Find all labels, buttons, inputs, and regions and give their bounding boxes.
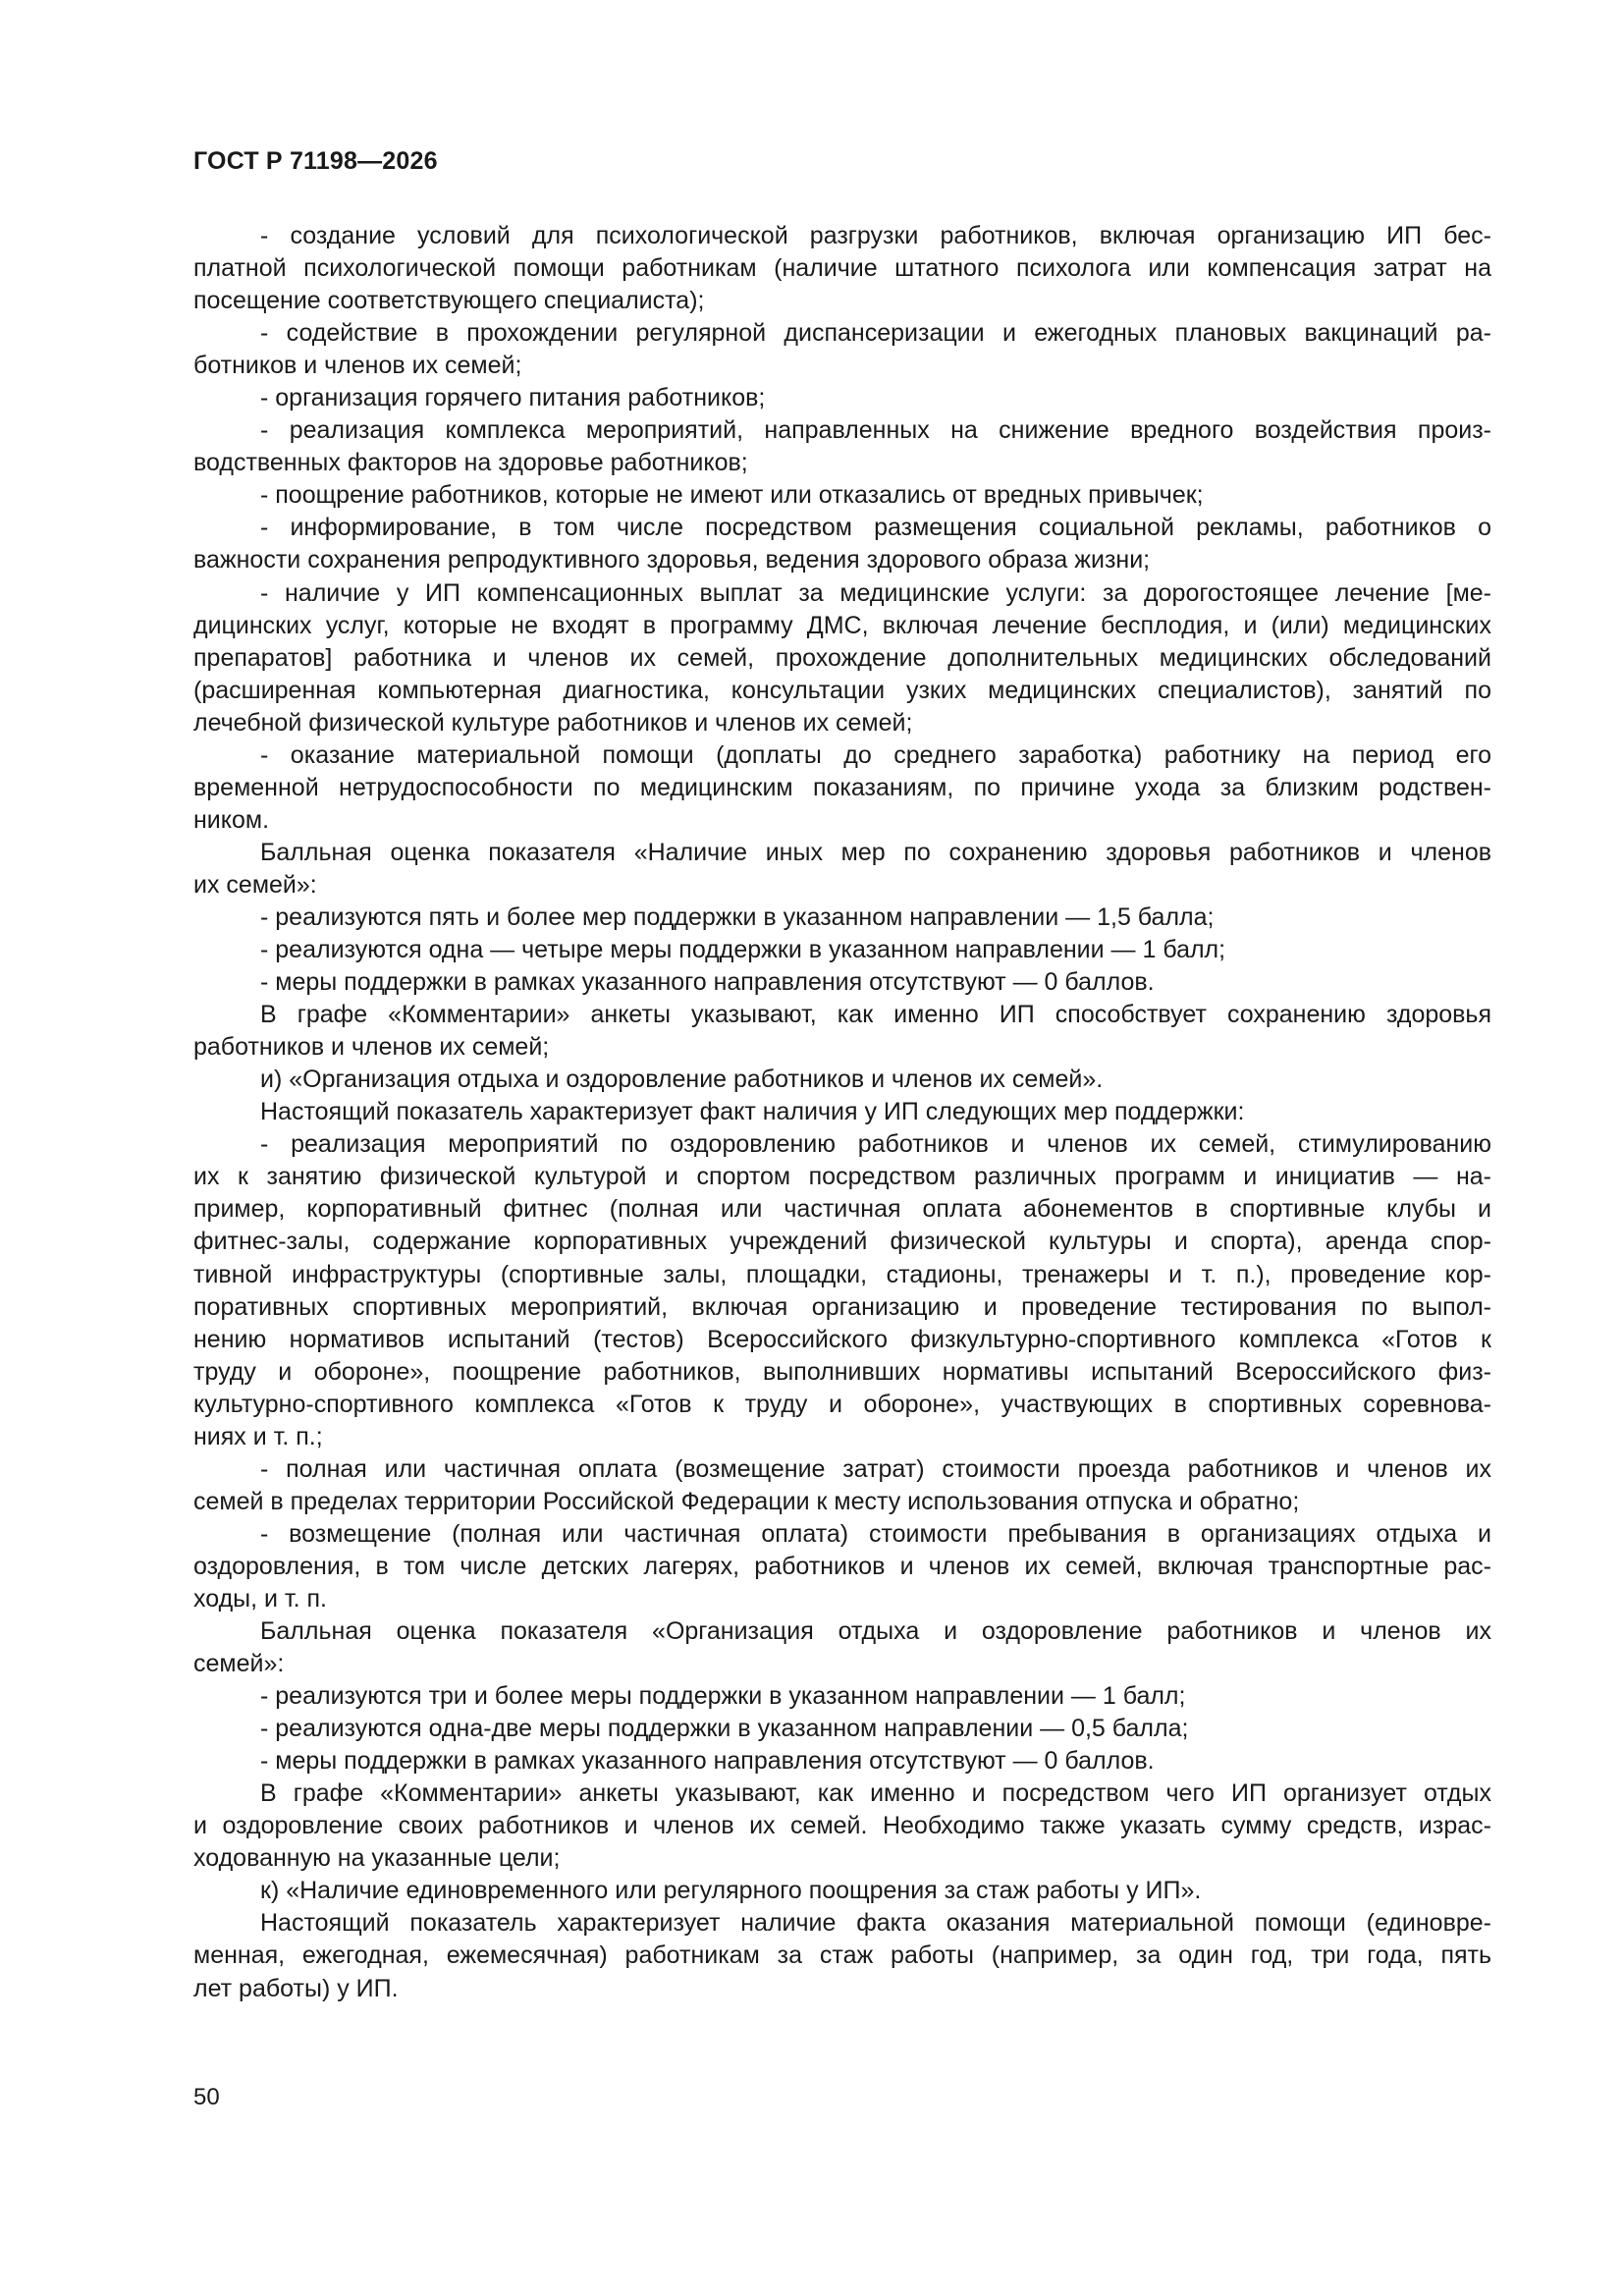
text-line: Настоящий показатель характеризует наличие факта оказания материальной помощи (единовре-: [260, 1909, 1491, 1938]
text-line: ником.: [193, 805, 270, 834]
text-line: препаратов] работника и членов их семей, прохождение дополнительных медицинских обследований: [193, 643, 1491, 672]
text-line: Настоящий показатель характеризует факт наличия у ИП следующих мер поддержки:: [260, 1098, 1245, 1126]
text-line: ботников и членов их семей;: [193, 352, 522, 380]
text-line: - оказание материальной помощи (доплаты до среднего заработка) работнику на период его: [260, 740, 1491, 769]
text-line: - возмещение (полная или частичная оплата) стоимости пребывания в организациях отдыха и: [260, 1519, 1491, 1548]
text-line: Балльная оценка показателя «Организация отдыха и оздоровление работников и членов их: [260, 1617, 1491, 1646]
text-line: - реализуются одна — четыре меры поддержки в указанном направлении — 1 балл;: [260, 936, 1226, 964]
text-line: культурно-спортивного комплекса «Готов к труду и обороне», участвующих в спортивных соревнова-: [193, 1390, 1491, 1418]
text-line: менная, ежегодная, ежемесячная) работникам за стаж работы (например, за один год, три года, пять: [193, 1941, 1491, 1970]
text-line: временной нетрудоспособности по медицинским показаниям, по причине ухода за близким родствен-: [193, 773, 1491, 801]
text-line: оздоровления, в том числе детских лагерях, работников и членов их семей, включая транспортные рас-: [193, 1552, 1491, 1580]
text-line: водственных факторов на здоровье работников;: [193, 449, 748, 477]
page-number: 50: [193, 2084, 220, 2110]
text-line: - меры поддержки в рамках указанного направления отсутствуют — 0 баллов.: [260, 968, 1155, 997]
text-line: труду и обороне», поощрение работников, выполнивших нормативы испытаний Всероссийского физ-: [193, 1357, 1491, 1386]
text-line: семей в пределах территории Российской Федерации к месту использования отпуска и обратно;: [193, 1487, 1300, 1515]
text-line: - организация горячего питания работников;: [260, 384, 766, 412]
text-line: посещение соответствующего специалиста);: [193, 287, 705, 315]
text-line: тивной инфраструктуры (спортивные залы, площадки, стадионы, тренажеры и т. п.), проведение кор-: [193, 1260, 1491, 1288]
text-line: - информирование, в том числе посредством размещения социальной рекламы, работников о: [260, 514, 1491, 542]
text-line: - наличие у ИП компенсационных выплат за медицинские услуги: за дорогостоящее лечение [ме-: [260, 578, 1491, 607]
document-header: ГОСТ Р 71198—2026: [193, 147, 438, 175]
text-line: поративных спортивных мероприятий, включая организацию и проведение тестирования по выпол-: [193, 1292, 1491, 1321]
text-line: Балльная оценка показателя «Наличие иных мер по сохранению здоровья работников и членов: [260, 838, 1491, 866]
text-line: ниях и т. п.;: [193, 1422, 323, 1450]
text-line: - реализация комплекса мероприятий, направленных на снижение вредного воздействия произ-: [260, 416, 1491, 445]
text-line: - поощрение работников, которые не имеют или отказались от вредных привычек;: [260, 481, 1204, 510]
text-line: и) «Организация отдыха и оздоровление работников и членов их семей».: [260, 1066, 1104, 1094]
text-line: - реализуются три и более меры поддержки в указанном направлении — 1 балл;: [260, 1682, 1186, 1711]
text-line: их к занятию физической культурой и спортом посредством различных программ и инициатив — на-: [193, 1163, 1491, 1191]
text-line: - реализуются пять и более мер поддержки в указанном направлении — 1,5 балла;: [260, 902, 1215, 931]
text-line: - реализуются одна-две меры поддержки в указанном направлении — 0,5 балла;: [260, 1715, 1189, 1743]
text-line: и оздоровление своих работников и членов их семей. Необходимо также указать сумму средств, израс-: [193, 1812, 1491, 1840]
text-line: - реализация мероприятий по оздоровлению работников и членов их семей, стимулированию: [260, 1130, 1491, 1159]
text-line: ходы, и т. п.: [193, 1584, 327, 1613]
text-line: их семей»:: [193, 870, 317, 899]
text-line: дицинских услуг, которые не входят в программу ДМС, включая лечение бесплодия, и (или) медицинских: [193, 611, 1491, 639]
text-line: - создание условий для психологической разгрузки работников, включая организацию ИП бес-: [260, 222, 1491, 249]
document-body: [193, 220, 1491, 2005]
text-line: - содействие в прохождении регулярной диспансеризации и ежегодных плановых вакцинаций ра-: [260, 319, 1491, 348]
text-line: платной психологической помощи работникам (наличие штатного психолога или компенсация затрат на: [193, 254, 1491, 283]
text-line: лечебной физической культуре работников и членов их семей;: [193, 708, 913, 737]
text-line: В графе «Комментарии» анкеты указывают, как именно и посредством чего ИП организует отдых: [260, 1779, 1491, 1808]
text-line: к) «Наличие единовременного или регулярного поощрения за стаж работы у ИП».: [260, 1877, 1202, 1905]
text-line: ходованную на указанные цели;: [193, 1844, 561, 1873]
text-line: нению нормативов испытаний (тестов) Всероссийского физкультурно-спортивного комплекса «Готов к: [193, 1325, 1491, 1353]
text-line: семей»:: [193, 1650, 285, 1678]
text-line: фитнес-залы, содержание корпоративных учреждений физической культуры и спорта), аренда спор-: [193, 1228, 1491, 1256]
text-line: В графе «Комментарии» анкеты указывают, как именно ИП способствует сохранению здоровья: [260, 1001, 1491, 1029]
text-line: лет работы) у ИП.: [193, 1974, 399, 2002]
text-line: важности сохранения репродуктивного здоровья, ведения здорового образа жизни;: [193, 546, 1151, 574]
text-line: работников и членов их семей;: [193, 1033, 550, 1062]
text-line: - полная или частичная оплата (возмещение затрат) стоимости проезда работников и членов их: [260, 1454, 1491, 1483]
text-line: (расширенная компьютерная диагностика, консультации узких медицинских специалистов), занятий по: [193, 676, 1491, 704]
text-line: пример, корпоративный фитнес (полная или частичная оплата абонементов в спортивные клубы и: [193, 1195, 1491, 1224]
text-line: - меры поддержки в рамках указанного направления отсутствуют — 0 баллов.: [260, 1747, 1155, 1776]
